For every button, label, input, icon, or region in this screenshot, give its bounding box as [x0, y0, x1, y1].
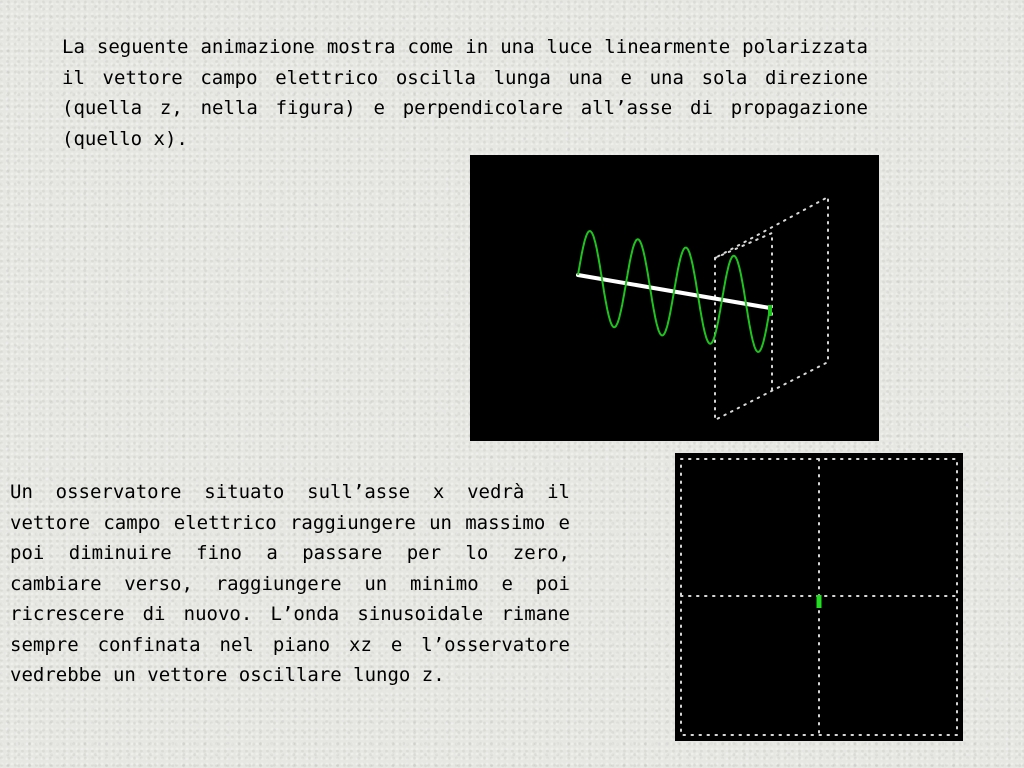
observer-canvas: [675, 453, 963, 741]
field-vector-tip: [768, 305, 772, 316]
observer-view-animation: [675, 453, 963, 741]
inner-plane-outline: [715, 233, 772, 390]
observer-field-vector: [817, 595, 822, 608]
polarized-wave-animation: [470, 155, 879, 441]
intro-paragraph: La seguente animazione mostra come in una luce linearmente polarizzata il vettore campo elettrico oscilla lunga una e una sola direzione (quella z, nella figura) e perpendicolare all’asse di propagazione (quello x).: [62, 36, 868, 150]
wave-canvas: [470, 155, 879, 441]
observer-paragraph: Un osservatore situato sull’asse x vedrà il vettore campo elettrico raggiungere un massimo e poi diminuire fino a passare per lo zero, cambiare verso, raggiungere un minimo e poi ricrescere di nuovo. L’onda sinusoidale rimane sempre confinata nel piano xz e l’osservatore vedrebbe un vettore oscillare lungo z.: [10, 481, 570, 686]
electric-field-wave: [578, 231, 770, 352]
